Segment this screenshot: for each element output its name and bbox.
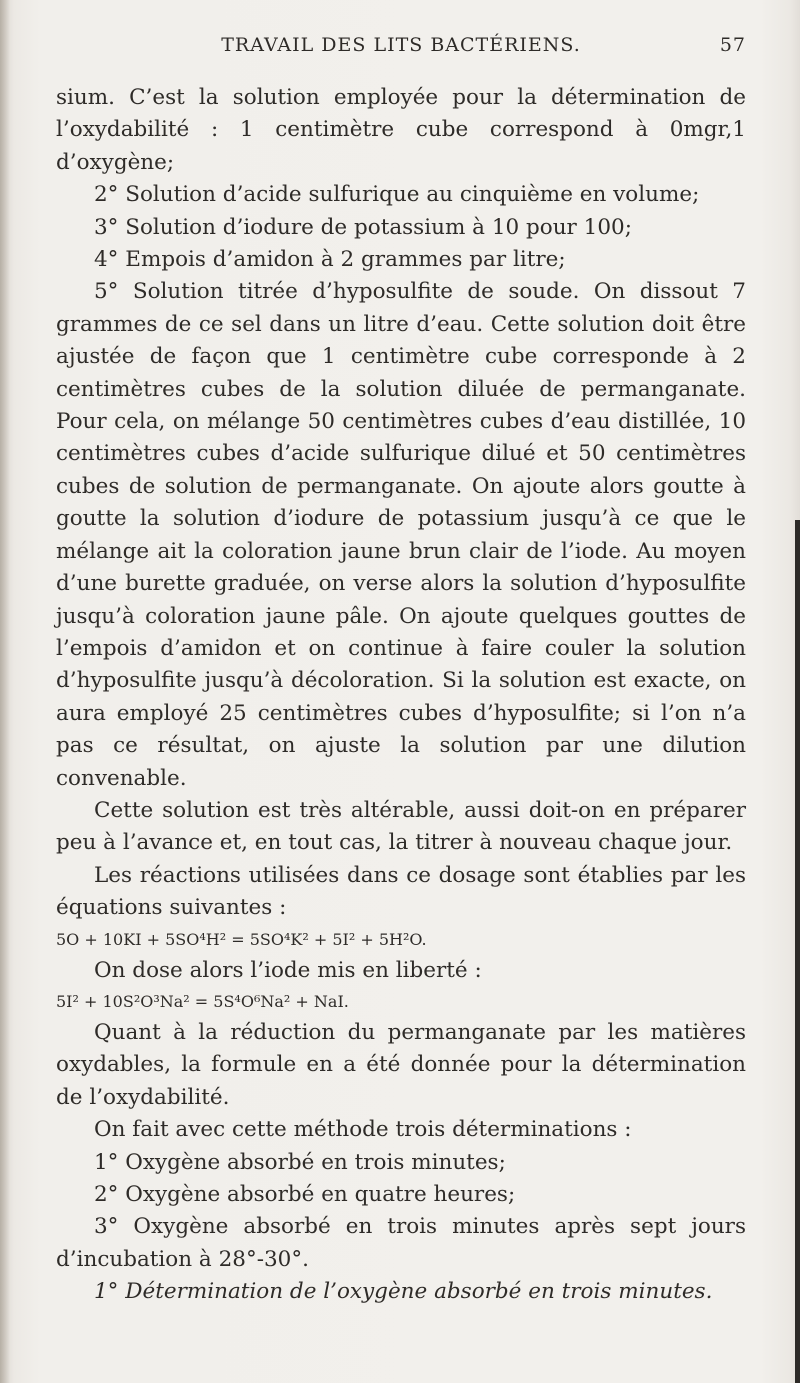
equation-2: 5I² + 10S²O³Na² = 5S⁴O⁶Na² + NaI.	[56, 991, 349, 1011]
list-item-3: 3° Solution d’iodure de potassium à 10 pour 100;	[94, 214, 632, 240]
equation-1: 5O + 10KI + 5SO⁴H² = 5SO⁴K² + 5I² + 5H²O.	[56, 929, 427, 949]
spine-shadow	[0, 0, 10, 1383]
determination-item-3: 3° Oxygène absorbé en trois minutes après sept jours d’incubation à 28°-30°.	[56, 1214, 746, 1272]
section-heading: 1° Détermination de l’oxygène absorbé en trois minutes.	[94, 1279, 713, 1305]
page-number: 57	[719, 34, 746, 56]
body-text	[56, 82, 746, 1309]
paragraph-iodine: On dose alors l’iode mis en liberté :	[94, 957, 482, 983]
running-head: TRAVAIL DES LITS BACTÉRIENS.	[221, 34, 581, 56]
paragraph-reduction: Quant à la réduction du permanganate par les matières oxydables, la formule en a été donnée pour la détermination de l’oxydabilité.	[56, 1019, 746, 1110]
paragraph-determinations: On fait avec cette méthode trois déterminations :	[94, 1117, 632, 1143]
determination-item-2: 2° Oxygène absorbé en quatre heures;	[94, 1182, 516, 1207]
paragraph-reactions: Les réactions utilisées dans ce dosage sont établies par les équations suivantes :	[56, 862, 746, 921]
page-edge	[795, 520, 800, 1383]
paragraph-continuation: sium. C’est la solution employée pour la détermination de l’oxydabilité : 1 centimètre cube correspond à 0mgr,1 d’oxygène;	[56, 85, 746, 175]
determination-item-1: 1° Oxygène absorbé en trois minutes;	[94, 1149, 506, 1175]
list-item-4: 4° Empois d’amidon à 2 grammes par litre;	[94, 247, 566, 273]
paragraph-stability: Cette solution est très altérable, aussi doit-on en préparer peu à l’avance et, en tout cas, la titrer à nouveau chaque jour.	[56, 797, 746, 856]
page-header	[56, 34, 746, 64]
list-item-2: 2° Solution d’acide sulfurique au cinquième en volume;	[94, 182, 700, 208]
list-item-5: 5° Solution titrée d’hyposulfite de soude. On dissout 7 grammes de ce sel dans un litre d’eau. Cette solution doit être ajustée de façon que 1 centimètre cube corresponde à 2 centimètres cubes de la solution diluée de permanganate. Pour cela, on mélange 50 centimètres cubes d’eau distillée, 10 centimètres cubes d’acide sulfurique dilué et 50 centimètres cubes de solution de permanganate. On ajoute alors goutte à goutte la solution d’iodure de potassium jusqu’à ce que le mélange ait la coloration jaune brun clair de l’iode. Au moyen d’une burette graduée, on verse alors la solution d’hyposulfite jusqu’à coloration jaune pâle. On ajoute quelques gouttes de l’empois d’amidon et on continue à faire couler la solution d’hyposulfite jusqu’à décoloration. Si la solution est exacte, on aura employé 25 centimètres cubes d’hyposulfite; si l’on n’a pas ce résultat, on ajuste la solution par une dilution convenable.	[56, 279, 746, 791]
